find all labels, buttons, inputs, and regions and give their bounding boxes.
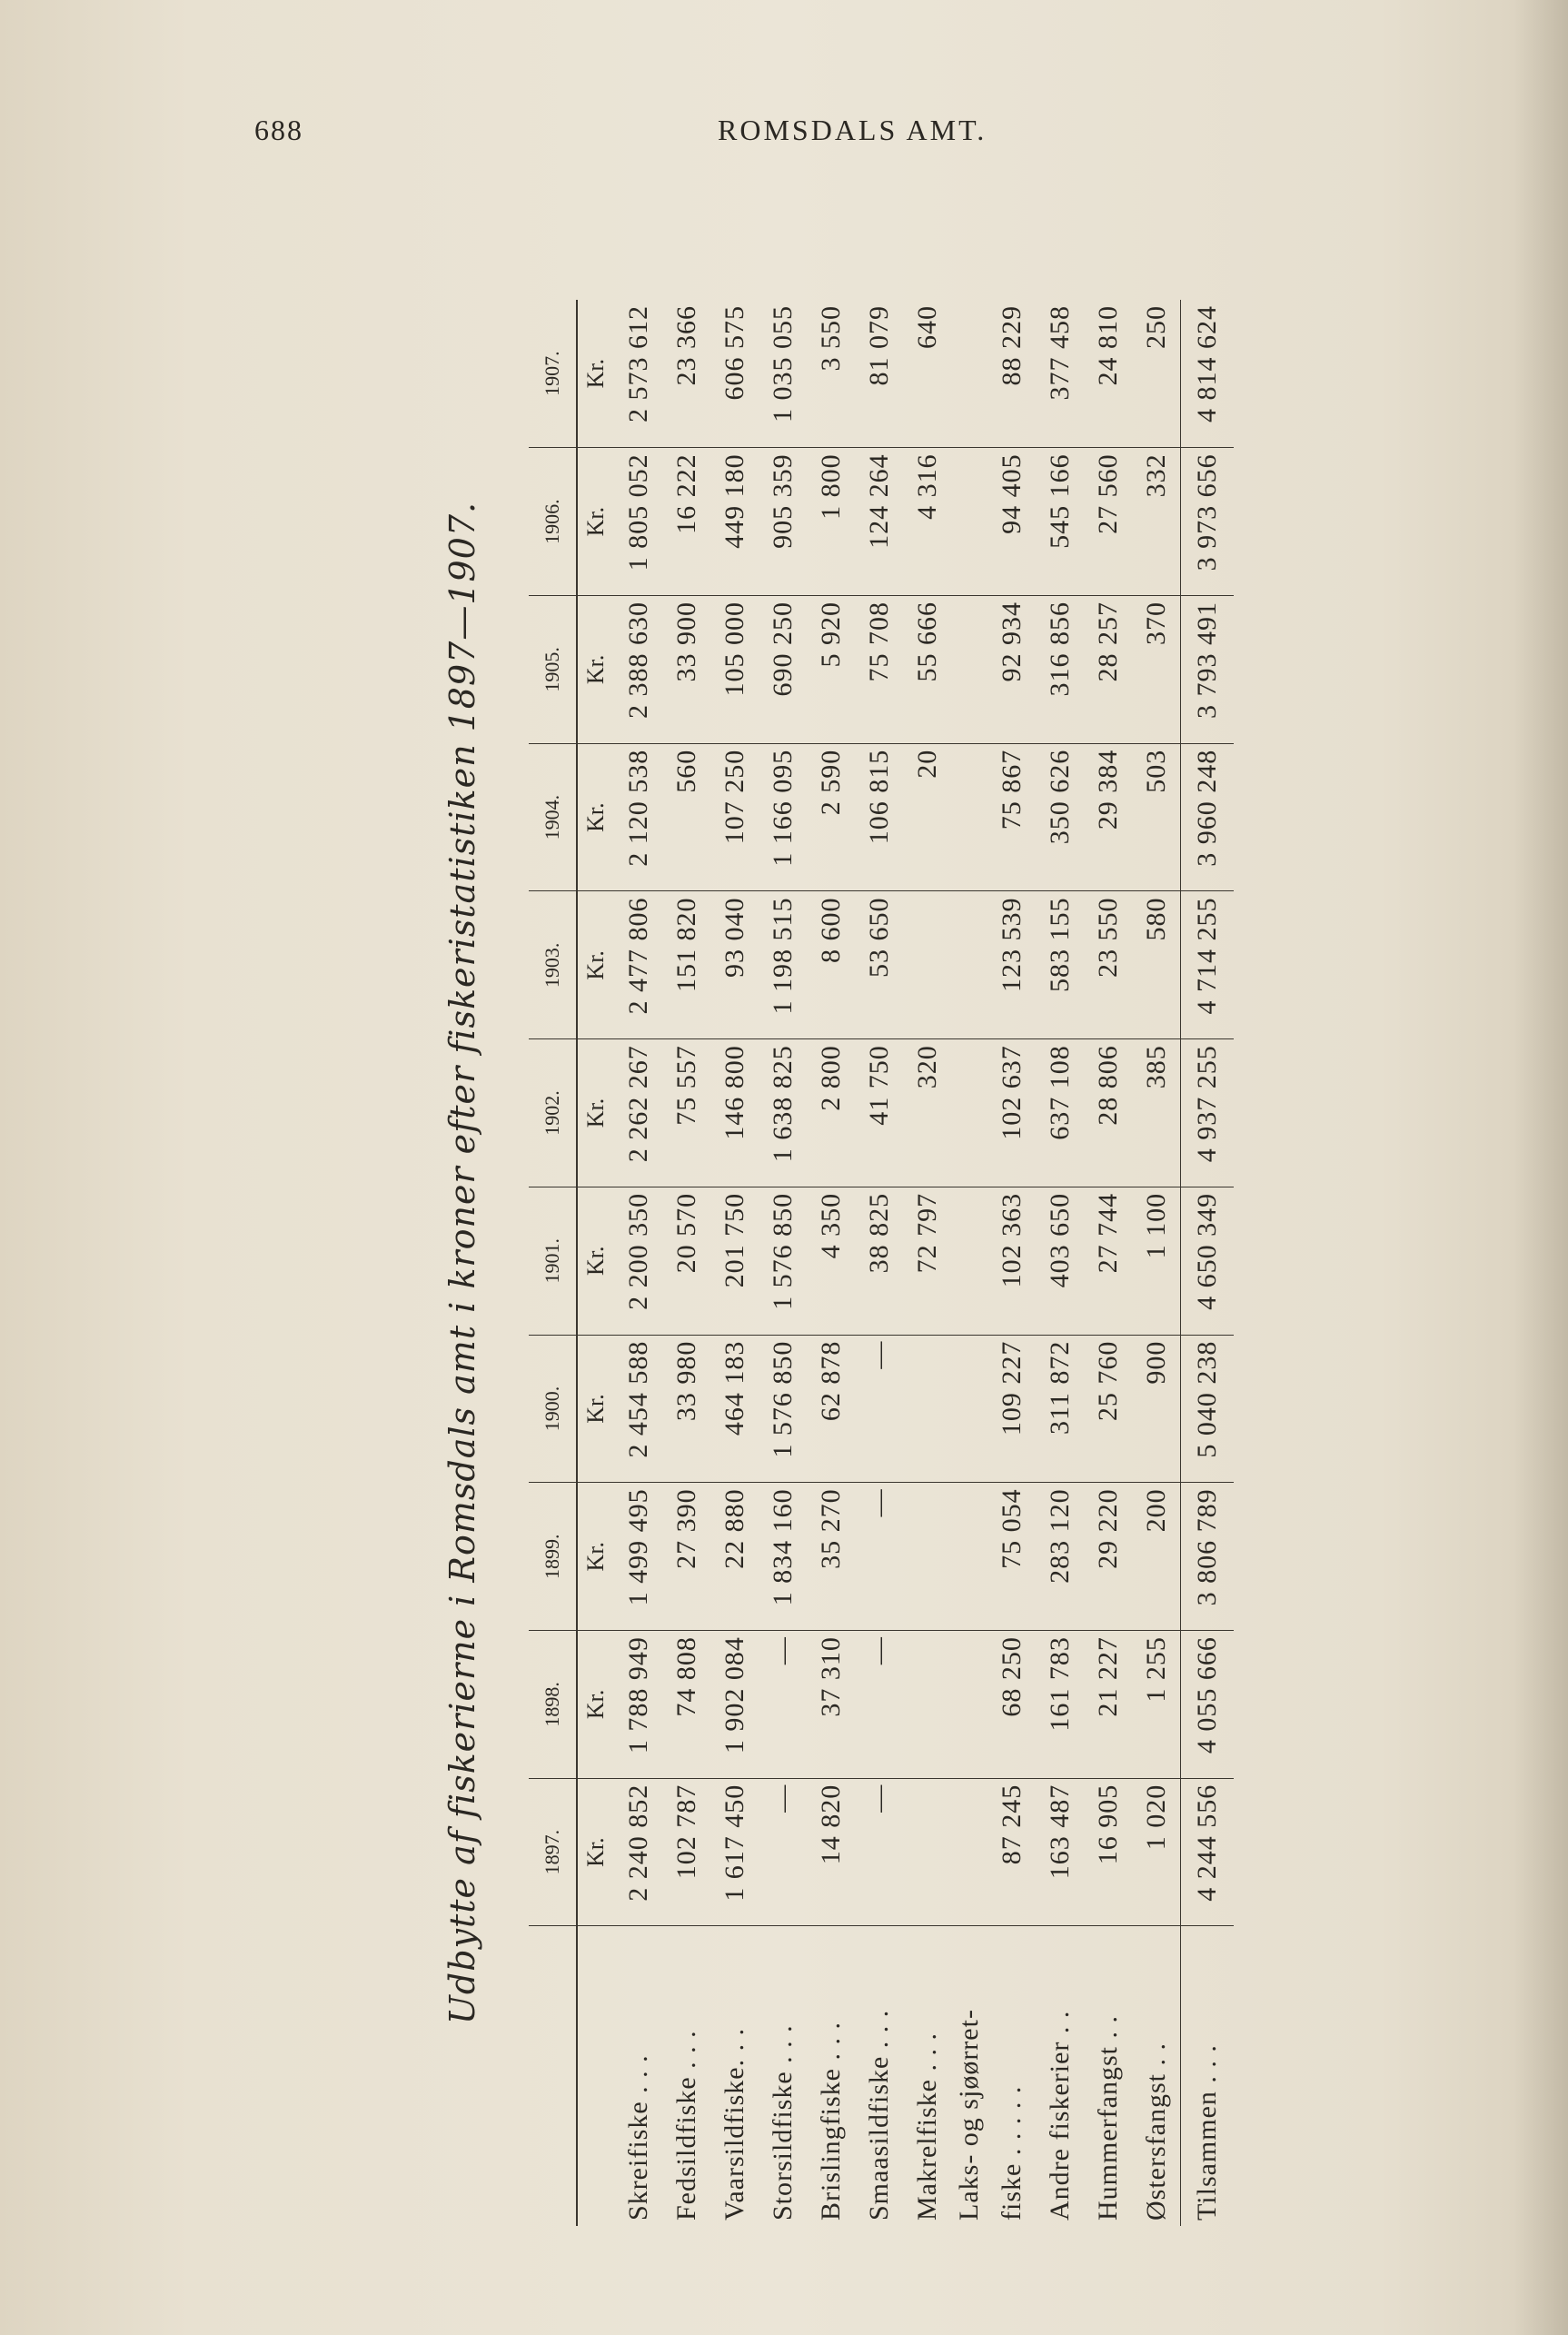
value-cell	[951, 1778, 987, 1926]
value-cell: 16 905	[1084, 1778, 1132, 1926]
value-cell: 200	[1132, 1483, 1181, 1631]
value-cell	[903, 1631, 951, 1779]
value-cell: 464 183	[710, 1335, 759, 1483]
value-cell: 21 227	[1084, 1631, 1132, 1779]
value-cell: 23 366	[662, 300, 710, 448]
unit-cell: Kr.	[577, 1187, 614, 1335]
value-cell: 68 250	[987, 1631, 1036, 1779]
value-cell: 545 166	[1036, 448, 1084, 596]
year-header: 1904.	[529, 743, 577, 891]
value-cell: 93 040	[710, 891, 759, 1039]
year-header: 1903.	[529, 891, 577, 1039]
value-cell: 4 937 255	[1181, 1039, 1235, 1187]
value-cell: 1 020	[1132, 1778, 1181, 1926]
value-cell: 161 783	[1036, 1631, 1084, 1779]
table-row	[1036, 300, 1084, 2226]
unit-cell: Kr.	[577, 1631, 614, 1779]
value-cell: 4 714 255	[1181, 891, 1235, 1039]
value-cell: 22 880	[710, 1483, 759, 1631]
value-cell: 2 800	[807, 1039, 855, 1187]
value-cell: 1 576 850	[759, 1335, 807, 1483]
value-cell: 75 867	[987, 743, 1036, 891]
year-header: 1905.	[529, 596, 577, 744]
value-cell: 41 750	[855, 1039, 903, 1187]
value-cell: 35 270	[807, 1483, 855, 1631]
value-cell: 94 405	[987, 448, 1036, 596]
value-cell	[903, 1778, 951, 1926]
value-cell: 3 793 491	[1181, 596, 1235, 744]
header-label-cell	[529, 1926, 577, 2226]
value-cell: 33 980	[662, 1335, 710, 1483]
value-cell: 1 902 084	[710, 1631, 759, 1779]
year-header: 1899.	[529, 1483, 577, 1631]
value-cell: 109 227	[987, 1335, 1036, 1483]
value-cell: 2 573 612	[614, 300, 662, 448]
value-cell	[903, 1483, 951, 1631]
value-cell: 163 487	[1036, 1778, 1084, 1926]
value-cell: 449 180	[710, 448, 759, 596]
value-cell: 4 316	[903, 448, 951, 596]
value-cell: 5 040 238	[1181, 1335, 1235, 1483]
value-cell	[951, 596, 987, 744]
value-cell: 102 363	[987, 1187, 1036, 1335]
value-cell: 250	[1132, 300, 1181, 448]
value-cell	[951, 1335, 987, 1483]
value-cell: 3 550	[807, 300, 855, 448]
value-cell: 2 240 852	[614, 1778, 662, 1926]
value-cell: 107 250	[710, 743, 759, 891]
fisheries-table	[529, 300, 1234, 2226]
page-edge-shadow	[1513, 0, 1568, 2335]
value-cell: 75 054	[987, 1483, 1036, 1631]
value-cell: 560	[662, 743, 710, 891]
value-cell	[951, 1187, 987, 1335]
value-cell: 20	[903, 743, 951, 891]
value-cell: 637 108	[1036, 1039, 1084, 1187]
value-cell: 23 550	[1084, 891, 1132, 1039]
value-cell: 75 557	[662, 1039, 710, 1187]
value-cell: 3 960 248	[1181, 743, 1235, 891]
row-label: Makrelfiske . . .	[911, 2032, 942, 2221]
value-cell: 105 000	[710, 596, 759, 744]
row-label: Østersfangst . .	[1140, 2042, 1171, 2221]
value-cell: 16 222	[662, 448, 710, 596]
page-number: 688	[254, 114, 303, 146]
value-cell: 146 800	[710, 1039, 759, 1187]
table-row	[903, 300, 951, 2226]
year-header: 1907.	[529, 300, 577, 448]
table-row	[1084, 300, 1132, 2226]
value-cell: 27 744	[1084, 1187, 1132, 1335]
value-cell: 106 815	[855, 743, 903, 891]
value-cell: 690 250	[759, 596, 807, 744]
value-cell: —	[855, 1483, 903, 1631]
value-cell: 311 872	[1036, 1335, 1084, 1483]
value-cell: 88 229	[987, 300, 1036, 448]
table-row	[951, 300, 987, 2226]
year-header: 1902.	[529, 1039, 577, 1187]
page-header	[254, 114, 1281, 154]
value-cell: 1 800	[807, 448, 855, 596]
value-cell: 29 220	[1084, 1483, 1132, 1631]
value-cell: 3 973 656	[1181, 448, 1235, 596]
value-cell: 1 255	[1132, 1631, 1181, 1779]
year-header: 1906.	[529, 448, 577, 596]
unit-cell: Kr.	[577, 300, 614, 448]
value-cell: 385	[1132, 1039, 1181, 1187]
value-cell: 75 708	[855, 596, 903, 744]
value-cell: 2 262 267	[614, 1039, 662, 1187]
value-cell: 606 575	[710, 300, 759, 448]
value-cell: 1 198 515	[759, 891, 807, 1039]
value-cell: 905 359	[759, 448, 807, 596]
value-cell: 27 560	[1084, 448, 1132, 596]
value-cell: 1 805 052	[614, 448, 662, 596]
value-cell: 1 166 095	[759, 743, 807, 891]
value-cell	[903, 1335, 951, 1483]
value-cell: —	[759, 1778, 807, 1926]
table-caption: Udbytte af fiskerierne i Romsdals amt i kroner efter fiskeristatistiken 1897—1907.	[442, 501, 482, 2025]
table-row	[987, 300, 1036, 2226]
value-cell: 28 257	[1084, 596, 1132, 744]
value-cell: 25 760	[1084, 1335, 1132, 1483]
value-cell: 2 200 350	[614, 1187, 662, 1335]
row-label: Fedsildfiske . . .	[670, 2030, 701, 2221]
value-cell: 583 155	[1036, 891, 1084, 1039]
table-row	[807, 300, 855, 2226]
row-label: Andre fiskerier . .	[1044, 2010, 1075, 2221]
unit-label-cell	[577, 1926, 614, 2226]
table-row	[662, 300, 710, 2226]
row-label: fiske . . . . .	[996, 2085, 1027, 2221]
value-cell: 377 458	[1036, 300, 1084, 448]
value-cell: 1 035 055	[759, 300, 807, 448]
value-cell	[951, 1039, 987, 1187]
row-label: Smaasildfiske . . .	[863, 2009, 894, 2221]
value-cell: 5 920	[807, 596, 855, 744]
value-cell: 503	[1132, 743, 1181, 891]
running-head: ROMSDALS AMT.	[718, 114, 987, 146]
unit-row	[577, 300, 614, 2226]
total-row	[1181, 300, 1235, 2226]
value-cell	[903, 891, 951, 1039]
year-header-row	[529, 300, 577, 2226]
rotated-table-block	[442, 300, 1424, 2226]
value-cell: 151 820	[662, 891, 710, 1039]
value-cell: 283 120	[1036, 1483, 1084, 1631]
value-cell: —	[759, 1631, 807, 1779]
year-header: 1900.	[529, 1335, 577, 1483]
unit-cell: Kr.	[577, 743, 614, 891]
table-row	[759, 300, 807, 2226]
value-cell: —	[855, 1631, 903, 1779]
value-cell: 33 900	[662, 596, 710, 744]
value-cell: 320	[903, 1039, 951, 1187]
value-cell: 102 787	[662, 1778, 710, 1926]
value-cell: 37 310	[807, 1631, 855, 1779]
value-cell: 3 806 789	[1181, 1483, 1235, 1631]
value-cell: 2 590	[807, 743, 855, 891]
value-cell: 28 806	[1084, 1039, 1132, 1187]
value-cell: 350 626	[1036, 743, 1084, 891]
table-row	[710, 300, 759, 2226]
value-cell: 201 750	[710, 1187, 759, 1335]
row-label: Brislingfiske . . .	[815, 2022, 846, 2221]
row-label: Hummerfangst . .	[1092, 2015, 1123, 2221]
row-label: Tilsammen . . .	[1181, 1926, 1235, 2226]
value-cell	[951, 1483, 987, 1631]
row-label: Vaarsildfiske. . .	[719, 2027, 749, 2221]
value-cell: 1 576 850	[759, 1187, 807, 1335]
unit-cell: Kr.	[577, 596, 614, 744]
value-cell: 4 244 556	[1181, 1778, 1235, 1926]
value-cell: —	[855, 1335, 903, 1483]
value-cell: —	[855, 1778, 903, 1926]
value-cell: 4 814 624	[1181, 300, 1235, 448]
value-cell: 900	[1132, 1335, 1181, 1483]
table-row	[855, 300, 903, 2226]
value-cell: 24 810	[1084, 300, 1132, 448]
year-header: 1897.	[529, 1778, 577, 1926]
value-cell: 370	[1132, 596, 1181, 744]
value-cell: 124 264	[855, 448, 903, 596]
value-cell: 1 499 495	[614, 1483, 662, 1631]
value-cell: 2 454 588	[614, 1335, 662, 1483]
value-cell: 102 637	[987, 1039, 1036, 1187]
value-cell: 4 650 349	[1181, 1187, 1235, 1335]
value-cell: 1 788 949	[614, 1631, 662, 1779]
unit-cell: Kr.	[577, 1335, 614, 1483]
row-label: Skreifiske . . .	[622, 2054, 653, 2221]
row-label: Laks- og sjøørret-	[954, 2009, 984, 2221]
row-label: Storsildfiske . . .	[767, 2024, 798, 2221]
value-cell: 2 388 630	[614, 596, 662, 744]
value-cell: 87 245	[987, 1778, 1036, 1926]
value-cell: 1 617 450	[710, 1778, 759, 1926]
unit-cell: Kr.	[577, 1483, 614, 1631]
value-cell: 1 100	[1132, 1187, 1181, 1335]
year-header: 1898.	[529, 1631, 577, 1779]
value-cell	[951, 891, 987, 1039]
value-cell	[951, 743, 987, 891]
value-cell	[951, 300, 987, 448]
table-row	[1132, 300, 1181, 2226]
value-cell: 1 638 825	[759, 1039, 807, 1187]
value-cell: 4 055 666	[1181, 1631, 1235, 1779]
value-cell: 2 120 538	[614, 743, 662, 891]
value-cell: 92 934	[987, 596, 1036, 744]
year-header: 1901.	[529, 1187, 577, 1335]
value-cell: 55 666	[903, 596, 951, 744]
value-cell: 1 834 160	[759, 1483, 807, 1631]
value-cell: 8 600	[807, 891, 855, 1039]
value-cell: 62 878	[807, 1335, 855, 1483]
value-cell	[951, 1631, 987, 1779]
value-cell: 38 825	[855, 1187, 903, 1335]
value-cell: 123 539	[987, 891, 1036, 1039]
value-cell: 580	[1132, 891, 1181, 1039]
value-cell: 27 390	[662, 1483, 710, 1631]
value-cell: 53 650	[855, 891, 903, 1039]
value-cell: 2 477 806	[614, 891, 662, 1039]
value-cell: 81 079	[855, 300, 903, 448]
value-cell: 72 797	[903, 1187, 951, 1335]
value-cell: 640	[903, 300, 951, 448]
value-cell: 403 650	[1036, 1187, 1084, 1335]
value-cell: 316 856	[1036, 596, 1084, 744]
table-row	[614, 300, 662, 2226]
value-cell: 29 384	[1084, 743, 1132, 891]
table-body	[577, 300, 1234, 2226]
value-cell: 20 570	[662, 1187, 710, 1335]
unit-cell: Kr.	[577, 891, 614, 1039]
unit-cell: Kr.	[577, 1039, 614, 1187]
unit-cell: Kr.	[577, 1778, 614, 1926]
value-cell: 4 350	[807, 1187, 855, 1335]
value-cell: 74 808	[662, 1631, 710, 1779]
value-cell: 14 820	[807, 1778, 855, 1926]
value-cell	[951, 448, 987, 596]
value-cell: 332	[1132, 448, 1181, 596]
unit-cell: Kr.	[577, 448, 614, 596]
